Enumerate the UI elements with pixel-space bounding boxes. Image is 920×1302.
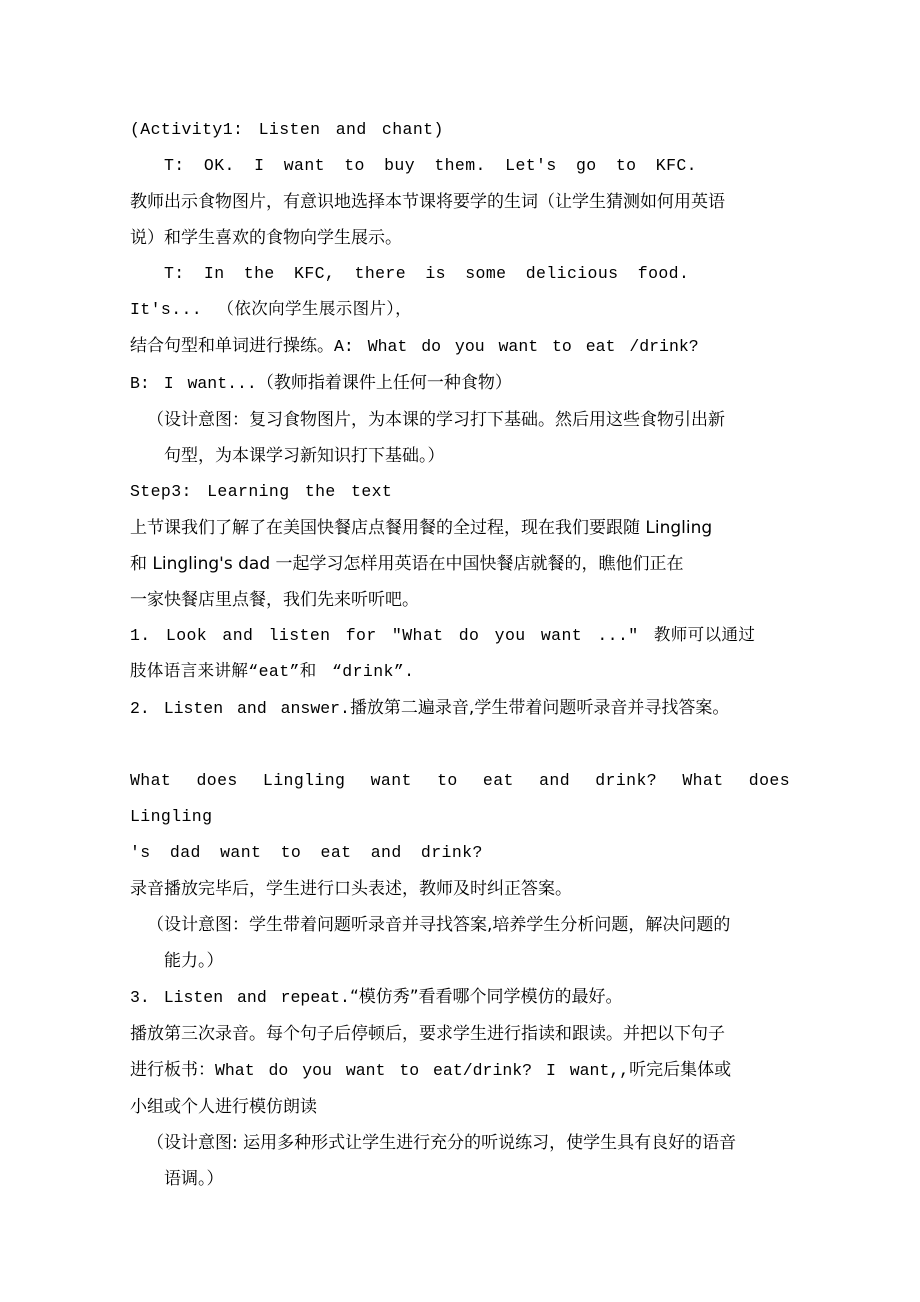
text-line (130, 979, 790, 1016)
text-run: A: What do you want to eat /drink? (334, 337, 699, 356)
text-line: 播放第三次录音。每个句子后停顿后，要求学生进行指读和跟读。并把以下句子 (130, 1024, 725, 1044)
text-run: What do you want to eat/drink? I want,, (215, 1061, 630, 1080)
text-line: （设计意图：复习食物图片，为本课的学习打下基础。然后用这些食物引出新 (147, 410, 725, 430)
text-line: 能力。） (164, 951, 224, 971)
text-line: It's... （依次向学生展示图片）， (130, 300, 412, 319)
text-line (130, 1052, 790, 1089)
text-run: 听完后集体或 (629, 1060, 732, 1080)
text-line: (Activity1: Listen and chant) (130, 120, 444, 139)
text-line (130, 690, 790, 727)
text-run: “模仿秀”看看哪个同学模仿的最好。 (349, 987, 623, 1007)
text-line: 小组或个人进行模仿朗读 (130, 1097, 317, 1117)
text-run: （教师指着课件上任何一种食物） (256, 373, 512, 393)
text-line: 句型，为本课学习新知识打下基础。） (164, 446, 445, 466)
text-line: T: In the KFC, there is some delicious food. (164, 264, 690, 283)
text-line: 录音播放完毕后，学生进行口头表述，教师及时纠正答案。 (130, 879, 572, 899)
text-line: Step3: Learning the text (130, 482, 393, 501)
text-run: 进行板书： (130, 1060, 215, 1080)
text-run: 结合句型和单词进行操练。 (130, 336, 334, 356)
text-line: 说）和学生喜欢的食物向学生展示。 (130, 228, 402, 248)
text-line (130, 328, 790, 365)
text-line: 和 Lingling's dad 一起学习怎样用英语在中国快餐店就餐的，瞧他们正在 (130, 554, 684, 574)
text-line: 教师出示食物图片，有意识地选择本节课将要学的生词（让学生猜测如何用英语 (130, 192, 725, 212)
text-line (130, 365, 790, 402)
text-line: 's dad want to eat and drink? (130, 843, 483, 862)
text-line: 1. Look and listen for "What do you want ..." 教师可以通过 (130, 626, 756, 645)
text-line: 语调。） (164, 1169, 224, 1189)
text-run: 3. Listen and repeat. (130, 988, 350, 1007)
text-line: （设计意图: 运用多种形式让学生进行充分的听说练习，使学生具有良好的语音 (147, 1133, 737, 1153)
text-run: B: I want... (130, 374, 257, 393)
text-run: 2. Listen and answer. (130, 699, 350, 718)
text-line: 上节课我们了解了在美国快餐店点餐用餐的全过程，现在我们要跟随 Lingling (130, 518, 713, 538)
document-body (130, 112, 790, 1197)
text-line: 肢体语言来讲解“eat”和 “drink”. (130, 662, 415, 681)
text-line: 一家快餐店里点餐，我们先来听听吧。 (130, 590, 419, 610)
blank-line (130, 727, 790, 763)
text-line: T: OK. I want to buy them. Let's go to KFC. (164, 156, 697, 175)
text-line: （设计意图：学生带着问题听录音并寻找答案,培养学生分析问题，解决问题的 (147, 915, 731, 935)
text-line: What does Lingling want to eat and drink? What does Lingling (130, 771, 790, 826)
text-run: 播放第二遍录音,学生带着问题听录音并寻找答案。 (349, 698, 730, 718)
